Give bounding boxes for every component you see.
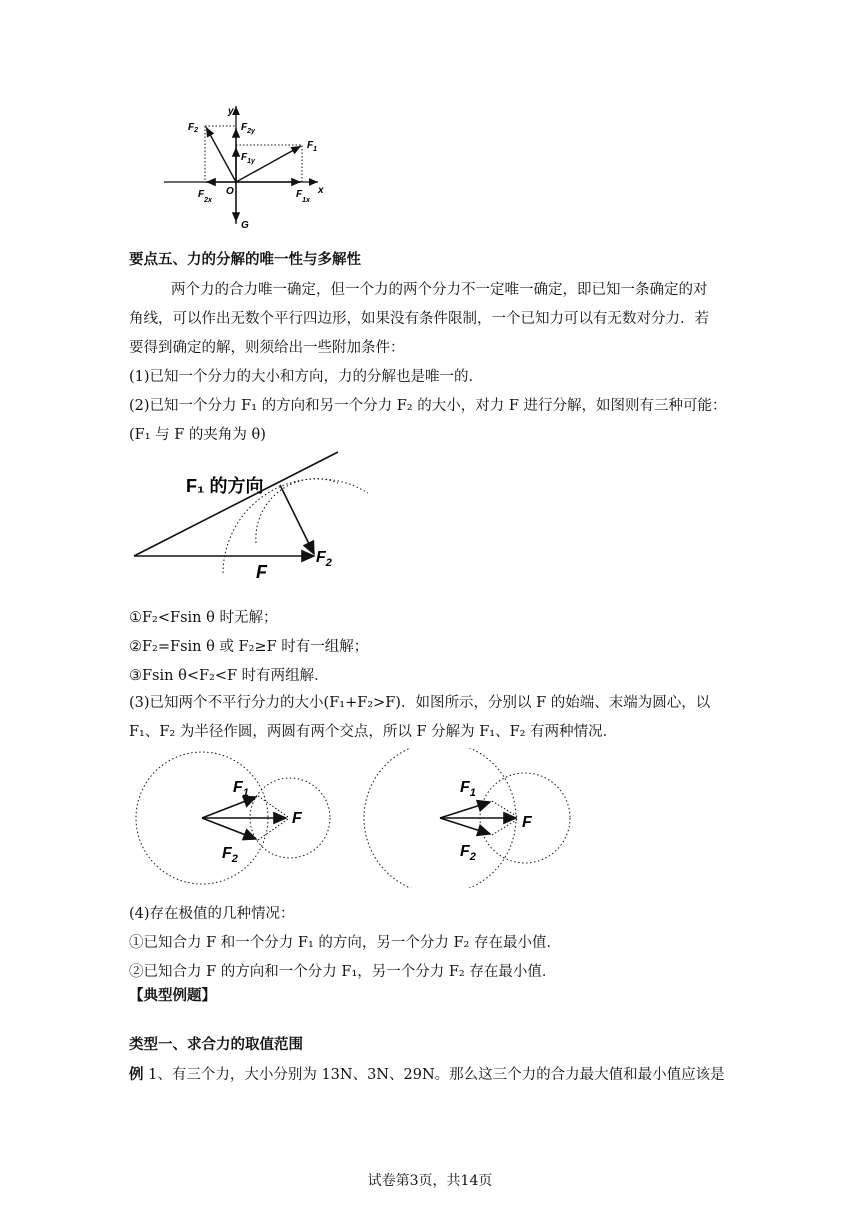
case-2: ②F₂=Fsin θ 或 F₂≥F 时有一组解； [129, 639, 369, 655]
item-3-line-2: F₁、F₂ 为半径作圆，两圆有两个交点，所以 F 分解为 F₁、F₂ 有两种情况． [129, 724, 618, 740]
right-label-f1: $F_1$ [460, 779, 476, 799]
item-3-line-1: (3)已知两个不平行分力的大小(F₁+F₂>F)．如图所示，分别以 F 的始端、末端为圆心，以 [129, 695, 711, 711]
example-1-text: 1、有三个力，大小分别为 13N、3N、29N。那么这三个力的合力最大值和最小值应该是 [143, 1067, 725, 1083]
label-f2: $F_2$ [188, 122, 199, 134]
figure-f1-direction [128, 448, 378, 583]
para-line-2: 角线，可以作出无数个平行四边形，如果没有条件限制，一个已知力可以有无数对分力．若 [129, 311, 709, 327]
label-f1x: $F_{1x}$ [296, 189, 310, 204]
label-f2x: $F_{2x}$ [198, 189, 212, 204]
item-2-note: (F₁ 与 F 的夹角为 θ) [129, 427, 266, 443]
left-label-f1: $F_1$ [233, 779, 249, 799]
item-1: (1)已知一个分力的大小和方向，力的分解也是唯一的． [129, 369, 484, 385]
label-origin: O [226, 186, 234, 197]
section-heading: 要点五、力的分解的唯一性与多解性 [129, 252, 361, 268]
example-1 [129, 1065, 725, 1085]
left-label-f2: $F_2$ [222, 845, 238, 865]
page-footer: 试卷第3页，共14页 [367, 1173, 493, 1189]
label-f1: $F_1$ [307, 140, 318, 153]
item-2: (2)已知一个分力 F₁ 的方向和另一个分力 F₂ 的大小，对力 F 进行分解，如图则有三种可能： [129, 398, 727, 414]
case-3: ③Fsin θ<F₂<F 时有两组解． [129, 668, 329, 684]
item-4: (4)存在极值的几种情况： [129, 906, 295, 922]
figure-force-components [160, 100, 340, 235]
label-f1-direction: F₁ 的方向 [186, 476, 264, 496]
label-f2: $F_2$ [316, 549, 332, 569]
label-f2y: $F_{2y}$ [241, 122, 255, 135]
label-x: x [318, 185, 324, 196]
para-line-3: 要得到确定的解，则须给出一些附加条件： [129, 340, 405, 356]
example-label: 例 [129, 1067, 144, 1083]
label-y: y [228, 106, 234, 117]
right-label-f: F [522, 814, 532, 831]
label-f1y: $F_{1y}$ [241, 152, 255, 165]
type-1-heading: 类型一、求合力的取值范围 [129, 1037, 303, 1053]
para-line-1: 两个力的合力唯一确定，但一个力的两个分力不一定唯一确定，即已知一条确定的对 [171, 282, 708, 298]
label-f: F [256, 562, 267, 582]
case-1: ①F₂<Fsin θ 时无解； [129, 610, 278, 626]
label-g: G [241, 220, 249, 231]
extreme-1: ①已知合力 F 和一个分力 F₁ 的方向，另一个分力 F₂ 存在最小值． [129, 935, 561, 951]
left-label-f: F [292, 810, 302, 827]
extreme-2: ②已知合力 F 的方向和一个分力 F₁，另一个分力 F₂ 存在最小值． [129, 964, 557, 980]
figure-two-circles [130, 748, 580, 888]
right-label-f2: $F_2$ [460, 843, 476, 863]
examples-heading: 【典型例题】 [129, 988, 216, 1004]
